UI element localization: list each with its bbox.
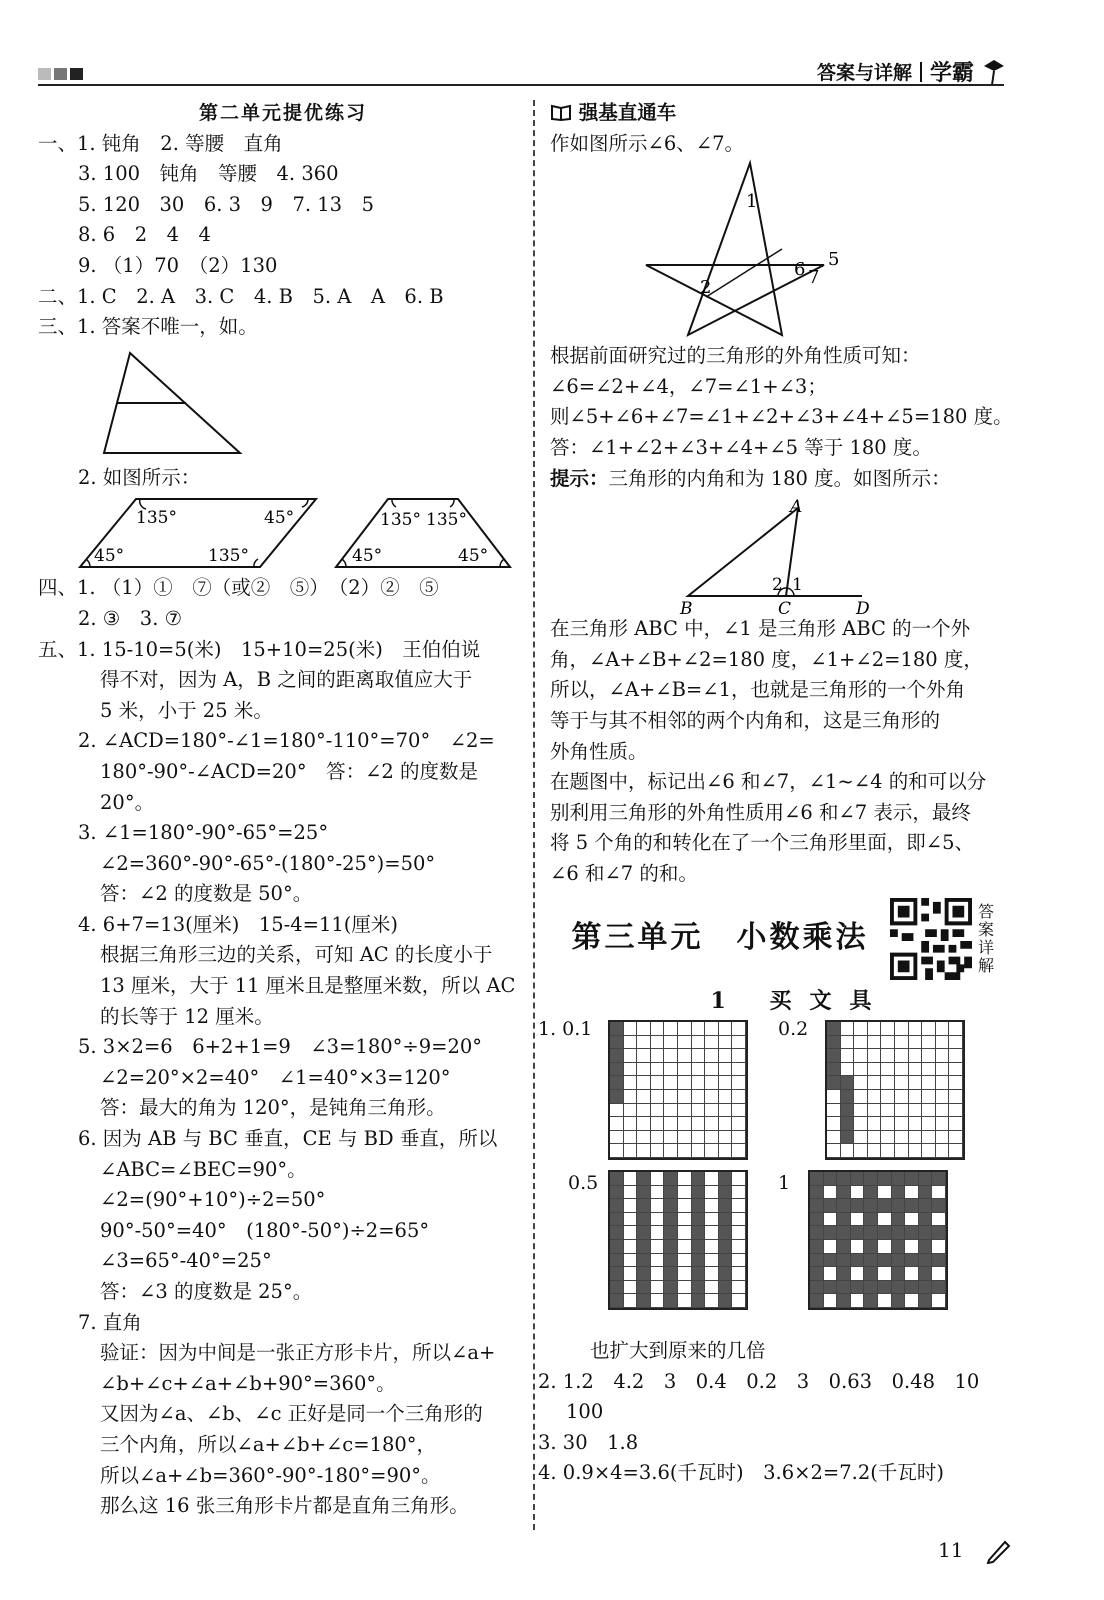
brand-separator <box>920 62 922 82</box>
grid-label-4: 1 <box>778 1172 791 1195</box>
left-column <box>38 98 528 1522</box>
answer-line: 13 厘米，大于 11 厘米且是整厘米数，所以 AC <box>100 974 516 998</box>
solution-line: 则∠5+∠6+∠7=∠1+∠2+∠3+∠4+∠5=180 度。 <box>550 405 1013 429</box>
answer-line: 得不对，因为 A，B 之间的距离取值应大于 <box>100 668 473 692</box>
answer-line: 4. 6+7=13(厘米) 15-4=11(厘米) <box>78 912 398 936</box>
solution-line: ∠6=∠2+∠4，∠7=∠1+∠3； <box>550 374 827 398</box>
answer-line: ∠2=(90°+10°)÷2=50° <box>100 1188 326 1212</box>
answer-line: 4. 0.9×4=3.6(千瓦时) 3.6×2=7.2(千瓦时) <box>538 1461 944 1485</box>
brand-logo: 学霸 <box>929 61 974 86</box>
hint-label: 提示： <box>550 466 609 490</box>
solution-line: 也扩大到原来的几倍 <box>590 1339 766 1363</box>
answer-line: 验证：因为中间是一张正方形卡片，所以∠a+ <box>100 1341 496 1365</box>
answer-line: 三、1. 答案不唯一，如。 <box>38 315 258 339</box>
column-divider <box>533 100 535 1530</box>
trap-angle-4: 45° <box>458 546 489 567</box>
angle-1-label: 1 <box>792 575 803 596</box>
hint-text: 三角形的内角和为 180 度。如图所示： <box>608 466 951 490</box>
hundred-grids <box>538 1018 1050 1350</box>
answer-line: 那么这 16 张三角形卡片都是直角三角形。 <box>100 1494 469 1518</box>
grid-label-1: 1. 0.1 <box>538 1018 593 1041</box>
solution-line: 等于与其不相邻的两个内角和，这是三角形的 <box>550 708 941 732</box>
grid-0-2 <box>825 1020 965 1160</box>
angle-2-label: 2 <box>772 575 783 596</box>
answer-line: 5 米，小于 25 米。 <box>100 698 273 722</box>
answer-line: 二、1. C 2. A 3. C 4. B 5. A A 6. B <box>38 284 444 308</box>
graduation-cap-icon <box>982 58 1004 86</box>
solution-line: 在三角形 ABC 中，∠1 是三角形 ABC 的一个外 <box>550 617 971 641</box>
solution-line: 在题图中，标记出∠6 和∠7，∠1~∠4 的和可以分 <box>550 770 987 794</box>
qr-caption-char: 答 <box>977 901 994 921</box>
star-angle-5: 5 <box>828 249 840 271</box>
header-mark-3 <box>70 68 83 80</box>
lesson-title: 1 买文具 <box>710 987 890 1014</box>
answer-line: ∠3=65°-40°=25° <box>100 1249 272 1273</box>
trap-angle-2: 135° <box>426 510 467 531</box>
answer-line: 3. ∠1=180°-90°-65°=25° <box>78 821 329 845</box>
answer-line: 答：∠3 的度数是 25°。 <box>100 1280 313 1303</box>
triangle-figure <box>38 343 528 463</box>
point-c: C <box>778 599 792 615</box>
left-title: 第二单元提优练习 <box>198 102 367 124</box>
answer-line: ∠2=360°-90°-65°-(180°-25°)=50° <box>100 851 436 875</box>
answer-line: 3. 100 钝角 等腰 4. 360 <box>78 162 339 186</box>
answer-line: 3. 30 1.8 <box>538 1430 639 1454</box>
answer-line: 根据三角形三边的关系，可知 AC 的长度小于 <box>100 943 493 967</box>
qr-caption-char: 解 <box>977 955 994 975</box>
pen-icon <box>985 1538 1013 1564</box>
qr-caption-char: 案 <box>977 919 994 939</box>
hint-line <box>550 464 1050 495</box>
trap-angle-1: 135° <box>380 510 421 531</box>
header-mark-1 <box>38 68 51 80</box>
solution-line: 将 5 个角的和转化在了一个三角形里面，即∠5、 <box>550 831 975 855</box>
answer-line: 答：最大的角为 120°，是钝角三角形。 <box>100 1096 446 1120</box>
answer-line: 5. 120 30 6. 3 9 7. 13 5 <box>78 192 374 216</box>
qr-code-icon[interactable] <box>890 898 972 980</box>
triangle-abc-figure <box>550 494 1050 614</box>
answer-line: 五、1. 15-10=5(米) 15+10=25(米) 王伯伯说 <box>38 637 481 661</box>
answer-line: 一、1. 钝角 2. 等腰 直角 <box>38 131 283 155</box>
solution-line: 外角性质。 <box>550 739 648 763</box>
para-angle-1: 135° <box>136 508 177 529</box>
header-brand <box>817 56 1004 87</box>
grid-label-3: 0.5 <box>568 1172 599 1195</box>
star-angle-2: 2 <box>700 277 712 299</box>
quad-figures <box>38 493 528 573</box>
solution-line: 作如图所示∠6、∠7。 <box>550 131 744 155</box>
book-icon <box>550 103 572 121</box>
answer-line: 2. 如图所示： <box>78 465 201 489</box>
answer-line: 180°-90°-∠ACD=20° 答：∠2 的度数是 <box>100 759 479 783</box>
unit-title: 第三单元 小数乘法 <box>571 920 869 956</box>
unit-header <box>550 898 1050 980</box>
grid-1 <box>808 1170 948 1310</box>
para-angle-4: 135° <box>208 546 249 567</box>
para-angle-3: 45° <box>94 546 125 567</box>
point-a: A <box>790 497 803 518</box>
star-angle-6: 6 <box>794 259 806 281</box>
solution-line: 所以，∠A+∠B=∠1，也就是三角形的一个外角 <box>550 678 966 702</box>
answer-line: ∠2=20°×2=40° ∠1=40°×3=120° <box>100 1065 451 1089</box>
answer-line: ∠ABC=∠BEC=90°。 <box>100 1157 307 1181</box>
star-angle-7: 7 <box>808 267 820 289</box>
answer-line: 2. ∠ACD=180°-∠1=180°-110°=70° ∠2= <box>78 729 495 753</box>
answer-line: 6. 因为 AB 与 BC 垂直，CE 与 BD 垂直，所以 <box>78 1127 498 1151</box>
brand-text: 答案与详解 <box>816 62 912 84</box>
trap-angle-3: 45° <box>352 546 383 567</box>
answer-line: 2. ③ 3. ⑦ <box>78 606 183 630</box>
solution-line: 别利用三角形的外角性质用∠6 和∠7 表示，最终 <box>550 800 971 824</box>
point-d: D <box>856 599 870 615</box>
header-rule <box>38 84 1004 86</box>
answer-line: 7. 直角 <box>78 1310 142 1334</box>
answer-line: 20°。 <box>100 790 155 814</box>
section-heading <box>550 98 1050 129</box>
answer-line: 四、1. （1）① ⑦（或② ⑤） （2）② ⑤ <box>38 576 439 600</box>
answer-line: 的长等于 12 厘米。 <box>100 1004 274 1028</box>
qr-caption <box>976 903 996 975</box>
answer-line: 所以∠a+∠b=360°-90°-180°=90°。 <box>100 1463 441 1487</box>
answer-line: 90°-50°=40° (180°-50°)÷2=65° <box>100 1218 430 1242</box>
answer-line: 三个内角，所以∠a+∠b+∠c=180°， <box>100 1432 437 1456</box>
section-title: 强基直通车 <box>578 101 677 124</box>
star-figure <box>550 159 1050 341</box>
answer-line: 又因为∠a、∠b、∠c 正好是同一个三角形的 <box>100 1402 483 1426</box>
star-angle-1: 1 <box>746 191 758 213</box>
point-b: B <box>680 599 693 615</box>
grid-0-5 <box>608 1170 748 1310</box>
answer-line: 2. 1.2 4.2 3 0.4 0.2 3 0.63 0.48 10 <box>538 1369 980 1393</box>
answer-line: 9. （1）70 （2）130 <box>78 253 278 277</box>
solution-line: 根据前面研究过的三角形的外角性质可知： <box>550 344 921 368</box>
qr-caption-char: 详 <box>977 937 994 957</box>
answer-line: 100 <box>566 1400 604 1424</box>
header-marks <box>38 68 83 80</box>
answer-line: 5. 3×2=6 6+2+1=9 ∠3=180°÷9=20° <box>78 1035 483 1059</box>
grid-label-2: 0.2 <box>778 1018 809 1041</box>
right-column <box>538 98 1050 1489</box>
answer-line: 8. 6 2 4 4 <box>78 223 211 247</box>
page-number: 11 <box>938 1538 964 1562</box>
grid-0-1 <box>608 1020 748 1160</box>
solution-line: 答：∠1+∠2+∠3+∠4+∠5 等于 180 度。 <box>550 435 932 459</box>
answer-line: ∠b+∠c+∠a+∠b+90°=360°。 <box>100 1371 396 1395</box>
para-angle-2: 45° <box>264 508 295 529</box>
solution-line: ∠6 和∠7 的和。 <box>550 861 698 885</box>
answer-line: 答：∠2 的度数是 50°。 <box>100 882 313 906</box>
header-mark-2 <box>54 68 67 80</box>
solution-line: 角，∠A+∠B+∠2=180 度，∠1+∠2=180 度， <box>550 647 983 671</box>
